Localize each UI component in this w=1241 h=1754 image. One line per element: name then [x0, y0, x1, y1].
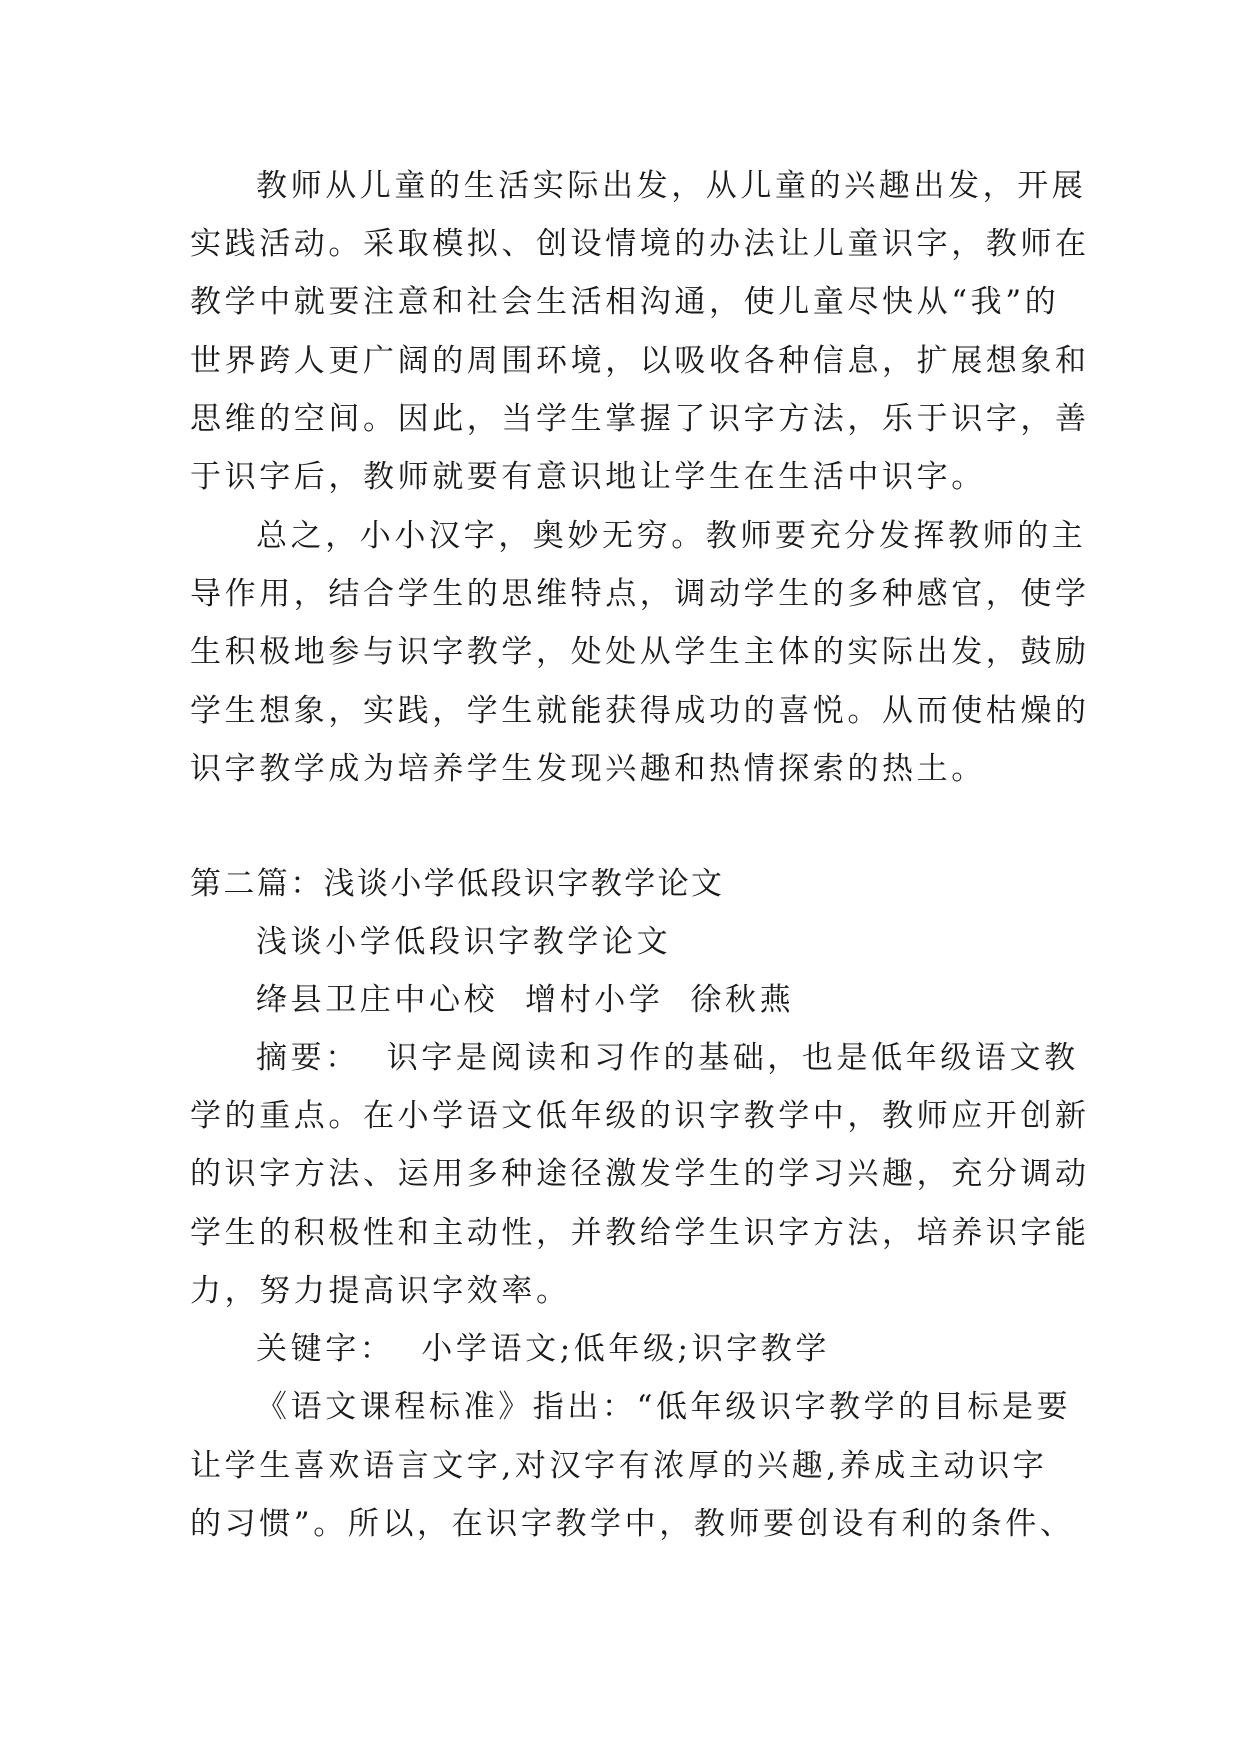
paragraph-1-line-1: 教师从儿童的生活实际出发，从儿童的兴趣出发，开展 [256, 168, 1087, 204]
paragraph-3-line-3: 的习惯”。所以，在识字教学中，教师要创设有利的条件、 [190, 1506, 1075, 1542]
article-title: 浅谈小学低段识字教学论文 [256, 924, 672, 960]
paragraph-1-line-3: 教学中就要注意和社会生活相沟通，使儿童尽快从“我”的 [190, 284, 1060, 320]
paragraph-1-line-2: 实践活动。采取模拟、创设情境的办法让儿童识字，教师在 [190, 226, 1090, 262]
paragraph-2-line-4: 学生想象，实践，学生就能获得成功的喜悦。从而使枯燥的 [190, 693, 1090, 729]
paragraph-2-line-2: 导作用，结合学生的思维特点，调动学生的多种感官，使学 [190, 576, 1090, 612]
paragraph-1-line-6: 于识字后，教师就要有意识地让学生在生活中识字。 [190, 459, 986, 495]
abstract-line-4: 学生的积极性和主动性，并教给学生识字方法，培养识字能 [190, 1215, 1090, 1251]
paragraph-2-line-1: 总之，小小汉字，奥妙无穷。教师要充分发挥教师的主 [256, 518, 1087, 554]
paragraph-2-line-3: 生积极地参与识字教学，处处从学生主体的实际出发，鼓励 [190, 634, 1090, 670]
abstract-line-3: 的识字方法、运用多种途径激发学生的学习兴趣，充分调动 [190, 1156, 1090, 1192]
paragraph-3-line-2: 让学生喜欢语言文字,对汉字有浓厚的兴趣,养成主动识字 [190, 1448, 1048, 1484]
keywords-line: 关键字： 小学语文;低年级;识字教学 [256, 1331, 830, 1367]
abstract-line-1: 摘要： 识字是阅读和习作的基础，也是低年级语文教 [256, 1040, 1079, 1076]
abstract-line-2: 学的重点。在小学语文低年级的识字教学中，教师应开创新 [190, 1098, 1090, 1134]
paragraph-1-line-5: 思维的空间。因此，当学生掌握了识字方法，乐于识字，善 [190, 401, 1090, 437]
section-heading: 第二篇：浅谈小学低段识字教学论文 [190, 866, 725, 902]
article-author: 绛县卫庄中心校 增村小学 徐秋燕 [256, 982, 795, 1018]
paragraph-2-line-5: 识字教学成为培养学生发现兴趣和热情探索的热土。 [190, 751, 986, 787]
paragraph-1-line-4: 世界跨人更广阔的周围环境，以吸收各种信息，扩展想象和 [190, 343, 1090, 379]
abstract-line-5: 力，努力提高识字效率。 [190, 1273, 571, 1309]
paragraph-3-line-1: 《语文课程标准》指出：“低年级识字教学的目标是要 [256, 1389, 1072, 1425]
